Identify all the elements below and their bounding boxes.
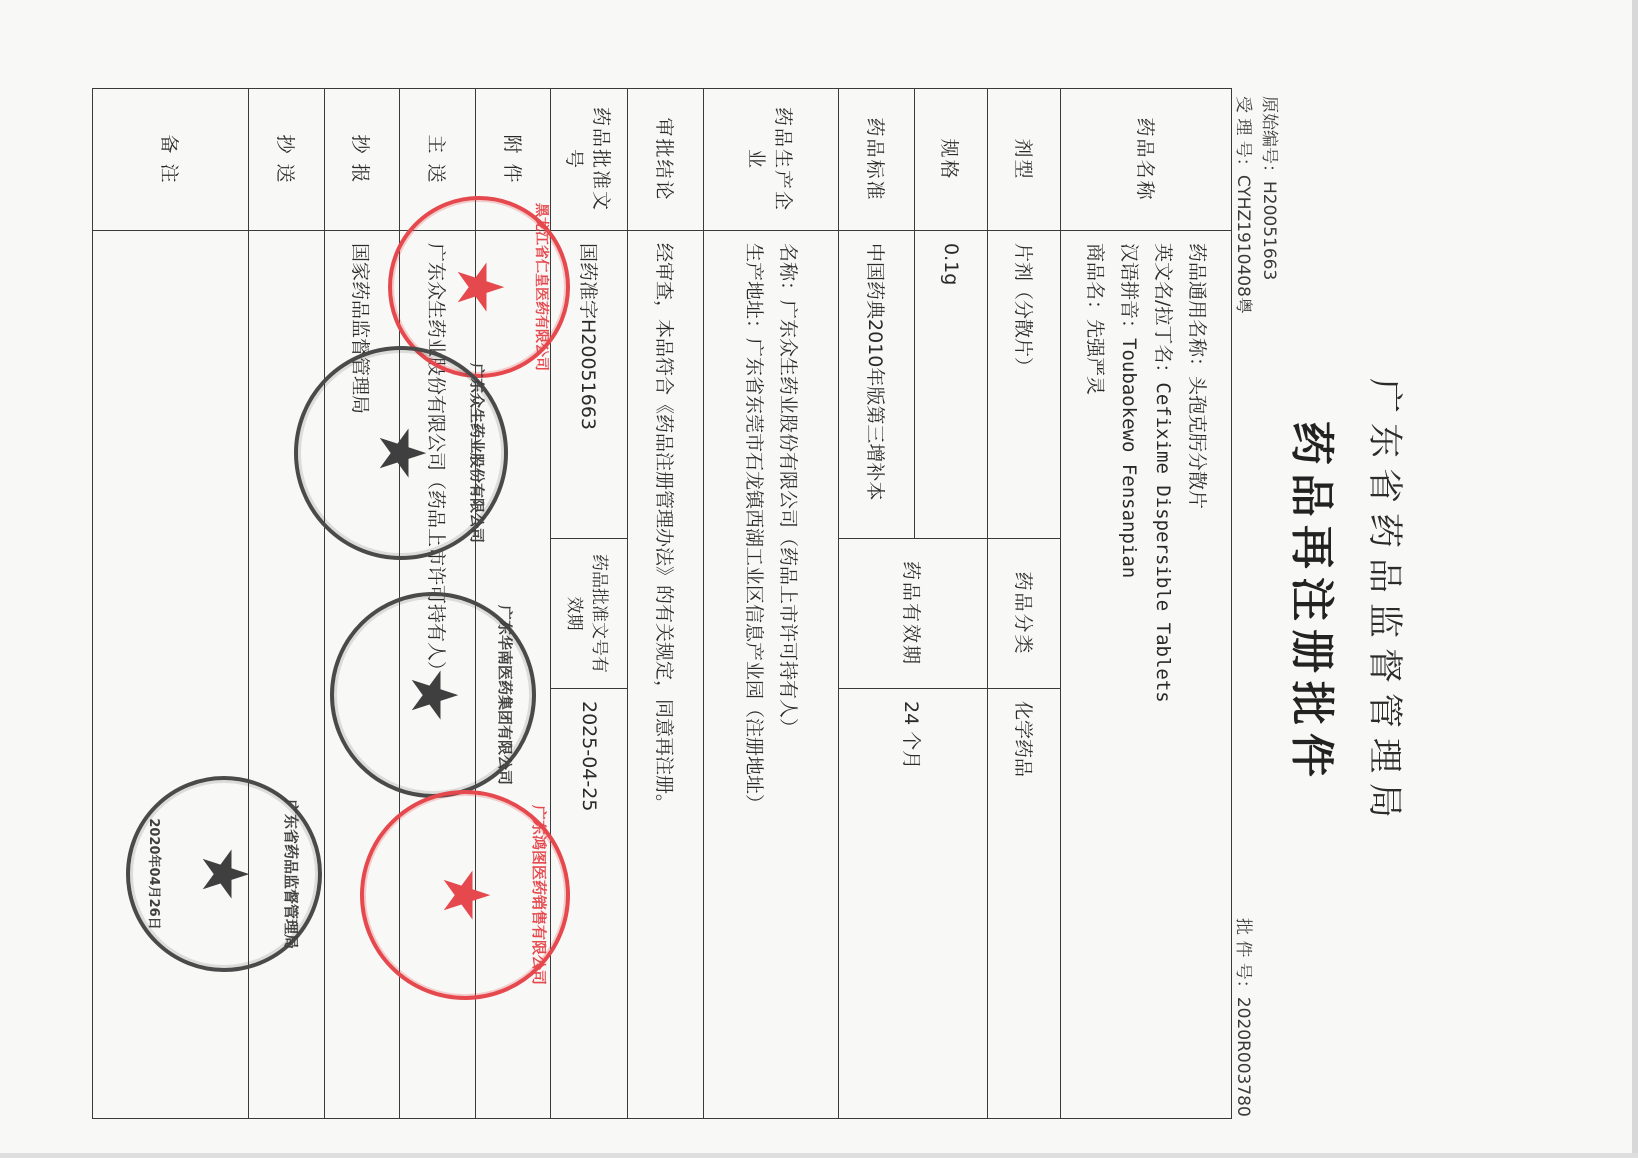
manufacturer-name: 名称：广东众生药业股份有限公司（药品上市许可持有人） (776, 243, 799, 738)
seal-text: 广东众生药业股份有限公司 (468, 362, 486, 543)
category-label: 药品分类 (987, 539, 1060, 689)
generic-name (1180, 243, 1214, 1106)
acceptance-number-label: 受 理 号： (1233, 96, 1253, 175)
dosage-form-value: 片剂（分散片） (987, 231, 1060, 539)
copy-label: 抄 送 (248, 89, 324, 231)
seal-star-icon: ★ (364, 424, 438, 482)
seal-star-icon: ★ (396, 666, 470, 724)
trade-name-label: 商品名： (1084, 243, 1107, 320)
generic-name-value: 头孢克肟分散片 (1186, 376, 1209, 510)
seal-text: 广东省药品监督管理局 (282, 798, 300, 949)
row-approval-number (551, 89, 628, 1119)
drug-name-cell (1061, 231, 1232, 1119)
seal-star-icon: ★ (187, 845, 261, 903)
pinyin-value: Toubaokewo Fensanpian (1118, 338, 1141, 579)
row-conclusion (628, 89, 704, 1119)
standard-value: 中国药典2010年版第三增补本 (838, 231, 914, 539)
seal-star-icon: ★ (442, 258, 516, 316)
attachment-label: 附 件 (475, 89, 551, 231)
approval-expiry-value: 2025-04-25 (551, 689, 628, 1119)
original-number-value: H20051663 (1259, 181, 1279, 281)
copy-value (248, 231, 324, 1119)
send-to-label: 主 送 (400, 89, 476, 231)
report-label: 抄 报 (324, 89, 400, 231)
authority-official-seal (126, 776, 322, 972)
standard-label: 药品标准 (838, 89, 914, 231)
approval-document-number-label: 批 件 号： (1233, 918, 1253, 997)
manufacturer-label: 药品生产企业 (703, 89, 838, 231)
trade-name-value: 先强严灵 (1084, 319, 1107, 396)
send-to-value: 广东众生药业股份有限公司（药品上市许可持有人） (400, 231, 476, 1119)
spec-label: 规格 (914, 89, 987, 231)
generic-name-label: 药品通用名称： (1186, 243, 1209, 377)
registration-form-table (92, 88, 1232, 1119)
seal-text: 黑龙江省仁皇医药有限公司 (533, 203, 549, 371)
red-company-seal-2 (360, 790, 570, 1000)
dosage-form-label: 剂型 (987, 89, 1060, 231)
pinyin-name (1112, 243, 1146, 1106)
english-name-label: 英文名/拉丁名： (1152, 243, 1175, 383)
report-value: 国家药品监督管理局 (324, 231, 400, 1119)
acceptance-number (1233, 96, 1258, 314)
row-manufacturer (703, 89, 838, 1119)
english-name-value: Cefixime Dispersible Tablets (1152, 382, 1175, 703)
manufacturer-cell (703, 231, 838, 1119)
manufacturer-address: 生产地址：广东省东莞市石龙镇西湖工业区信息产业园（注册地址） (742, 243, 765, 814)
category-value: 化学药品 (987, 689, 1060, 1119)
drug-name-label: 药品名称 (1061, 89, 1232, 231)
approval-document-number (1233, 918, 1258, 1117)
gray-company-seal-2 (330, 592, 536, 798)
acceptance-number-value: CYHZ1910408粤 (1233, 174, 1253, 314)
approval-expiry-label: 药品批准文号有效期 (551, 539, 628, 689)
gray-company-seal (294, 346, 508, 560)
remark-value (93, 231, 249, 1119)
scan-edge-bottom (0, 1153, 1638, 1158)
approval-number-label: 药品批准文号 (551, 89, 628, 231)
remark-label: 备 注 (93, 89, 249, 231)
document-title: 药品再注册批件 (1286, 421, 1337, 785)
approval-number-value: 国药准字H20051663 (551, 231, 628, 539)
trade-name (1078, 243, 1112, 1106)
validity-value: 24 个月 (838, 689, 987, 1119)
scan-edge-right (1632, 0, 1638, 1158)
issuing-authority: 广东省药品监督管理局 (1364, 377, 1404, 828)
seal-star-icon: ★ (428, 866, 502, 924)
seal-text: 广东鸿图医药销售有限公司 (530, 804, 548, 985)
seal-text: 广东华南医药集团有限公司 (496, 604, 514, 785)
english-name (1146, 243, 1180, 1106)
spec-value: 0.1g (914, 231, 987, 539)
seal-date: 2020年04月26日 (146, 818, 161, 930)
row-drug-name (1061, 89, 1232, 1119)
conclusion-value: 经审查，本品符合《药品注册管理办法》的有关规定，同意再注册。 (628, 231, 704, 1119)
original-number-label: 原始编号： (1259, 96, 1279, 181)
row-dosage-form (987, 89, 1060, 1119)
approval-document-number-value: 2020R003780 (1233, 996, 1253, 1117)
original-number (1259, 96, 1284, 280)
validity-label: 药品有效期 (838, 539, 987, 689)
row-spec (914, 89, 987, 1119)
pinyin-label: 汉语拼音： (1118, 243, 1141, 339)
conclusion-label: 审批结论 (628, 89, 704, 231)
